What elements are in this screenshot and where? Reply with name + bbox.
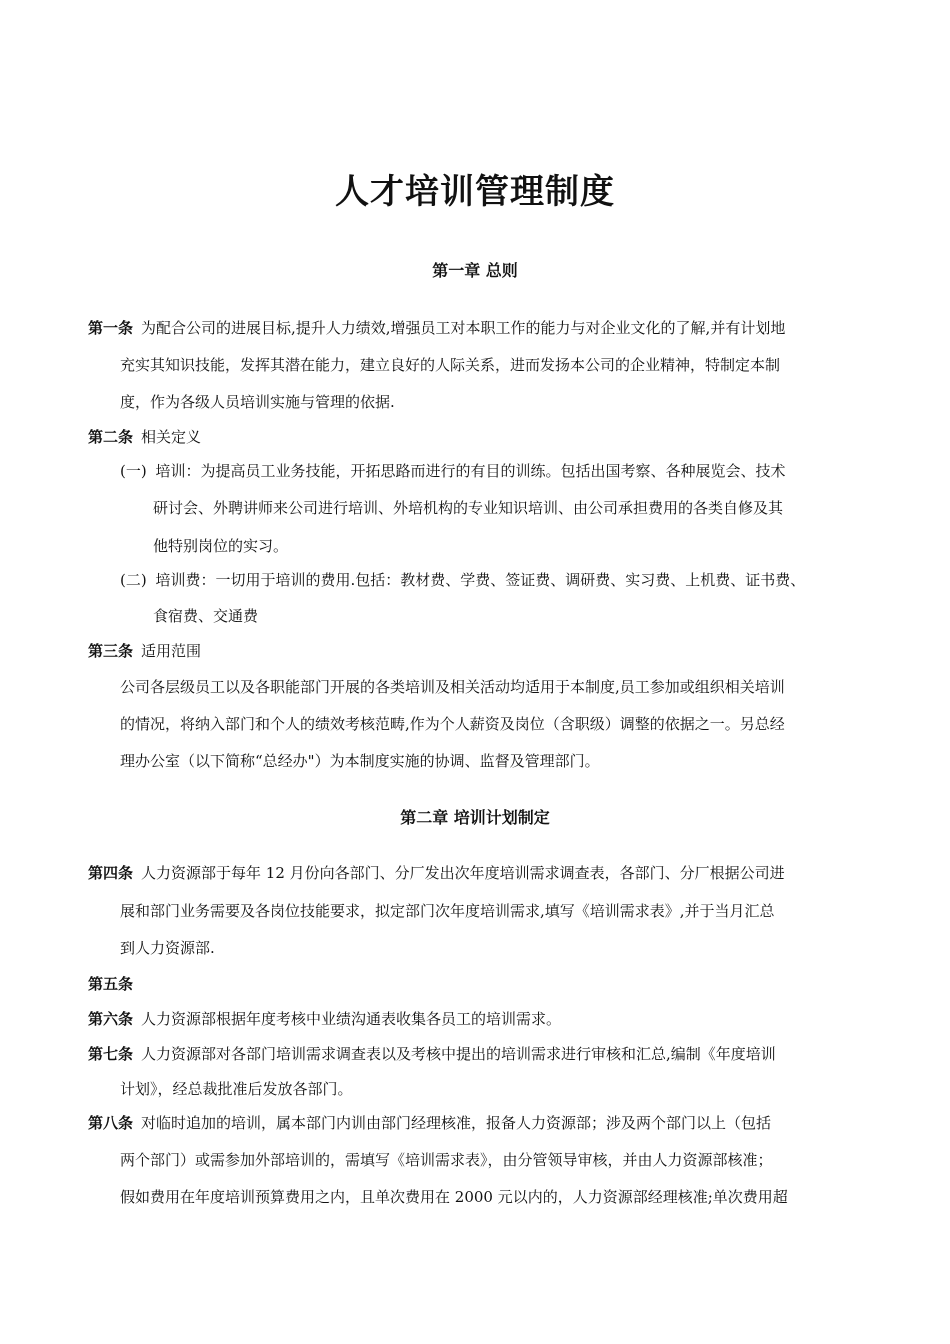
article-1-line-1	[88, 317, 785, 339]
article-4-line-1	[88, 862, 785, 884]
article-7-text: 人力资源部对各部门培训需求调查表以及考核中提出的培训需求进行审核和汇总,编制《年度培训	[141, 1045, 776, 1063]
definition-1-line-3: 他特别岗位的实习。	[153, 537, 289, 555]
article-3-heading: 适用范围	[141, 642, 202, 660]
article-2-line-1	[88, 426, 201, 448]
definition-2-line-2: 食宿费、交通费	[153, 607, 259, 625]
article-5-label: 第五条	[88, 975, 134, 993]
article-5-line-1	[88, 973, 141, 995]
article-4-line-2: 展和部门业务需要及各岗位技能要求，拟定部门次年度培训需求,填写《培训需求表》,并于当月汇总	[120, 902, 775, 920]
definition-2-marker: (二)	[120, 571, 147, 589]
article-8-label: 第八条	[88, 1114, 134, 1132]
document-title: 人才培训管理制度	[335, 172, 615, 212]
article-1-text: 为配合公司的进展目标,提升人力绩效,增强员工对本职工作的能力与对企业文化的了解,并有计划地	[141, 319, 786, 337]
article-8-text: 对临时追加的培训，属本部门内训由部门经理核准，报备人力资源部；涉及两个部门以上（包括	[141, 1114, 772, 1132]
article-7-line-1	[88, 1043, 776, 1065]
article-7-line-2: 计划》，经总裁批准后发放各部门。	[120, 1080, 353, 1098]
article-3-line-1	[88, 640, 201, 662]
article-6-text: 人力资源部根据年度考核中业绩沟通表收集各员工的培训需求。	[141, 1010, 562, 1028]
article-4-line-3: 到人力资源部.	[120, 939, 215, 957]
article-8-line-3: 假如费用在年度培训预算费用之内，且单次费用在 2000 元以内的，人力资源部经理核准;单次费用超	[120, 1188, 788, 1206]
article-7-label: 第七条	[88, 1045, 134, 1063]
chapter-1-heading: 第一章 总则	[432, 261, 518, 280]
article-2-label: 第二条	[88, 428, 134, 446]
definition-1-line-1	[120, 460, 786, 482]
definition-2-text: 培训费：一切用于培训的费用.包括：教材费、学费、签证费、调研费、实习费、上机费、证书费、	[155, 571, 806, 589]
article-8-line-2: 两个部门）或需参加外部培训的，需填写《培训需求表》，由分管领导审核，并由人力资源部核准；	[120, 1151, 773, 1169]
definition-2-line-1	[120, 569, 805, 591]
chapter-2-heading: 第二章 培训计划制定	[400, 808, 550, 827]
article-4-text: 人力资源部于每年 12 月份向各部门、分厂发出次年度培训需求调查表，各部门、分厂根据公司进	[141, 864, 785, 882]
article-6-label: 第六条	[88, 1010, 134, 1028]
article-3-line-3: 的情况，将纳入部门和个人的绩效考核范畴,作为个人薪资及岗位（含职级）调整的依据之一。另总经	[120, 715, 785, 733]
article-8-line-1	[88, 1112, 771, 1134]
article-3-line-2: 公司各层级员工以及各职能部门开展的各类培训及相关活动均适用于本制度,员工参加或组织相关培训	[120, 678, 785, 696]
article-3-line-4: 理办公室（以下简称“总经办"）为本制度实施的协调、监督及管理部门。	[120, 752, 600, 770]
article-1-label: 第一条	[88, 319, 134, 337]
definition-1-marker: (一)	[120, 462, 147, 480]
article-6-line-1	[88, 1008, 561, 1030]
article-2-heading: 相关定义	[141, 428, 202, 446]
definition-1-line-2: 研讨会、外聘讲师来公司进行培训、外培机构的专业知识培训、由公司承担费用的各类自修及其	[153, 499, 784, 517]
definition-1-text: 培训：为提高员工业务技能，开拓思路而进行的有目的训练。包括出国考察、各种展览会、技术	[155, 462, 786, 480]
article-3-label: 第三条	[88, 642, 134, 660]
article-4-label: 第四条	[88, 864, 134, 882]
article-1-line-3: 度，作为各级人员培训实施与管理的依据.	[120, 393, 395, 411]
article-1-line-2: 充实其知识技能，发挥其潜在能力，建立良好的人际关系，进而发扬本公司的企业精神，特制定本制	[120, 356, 781, 374]
